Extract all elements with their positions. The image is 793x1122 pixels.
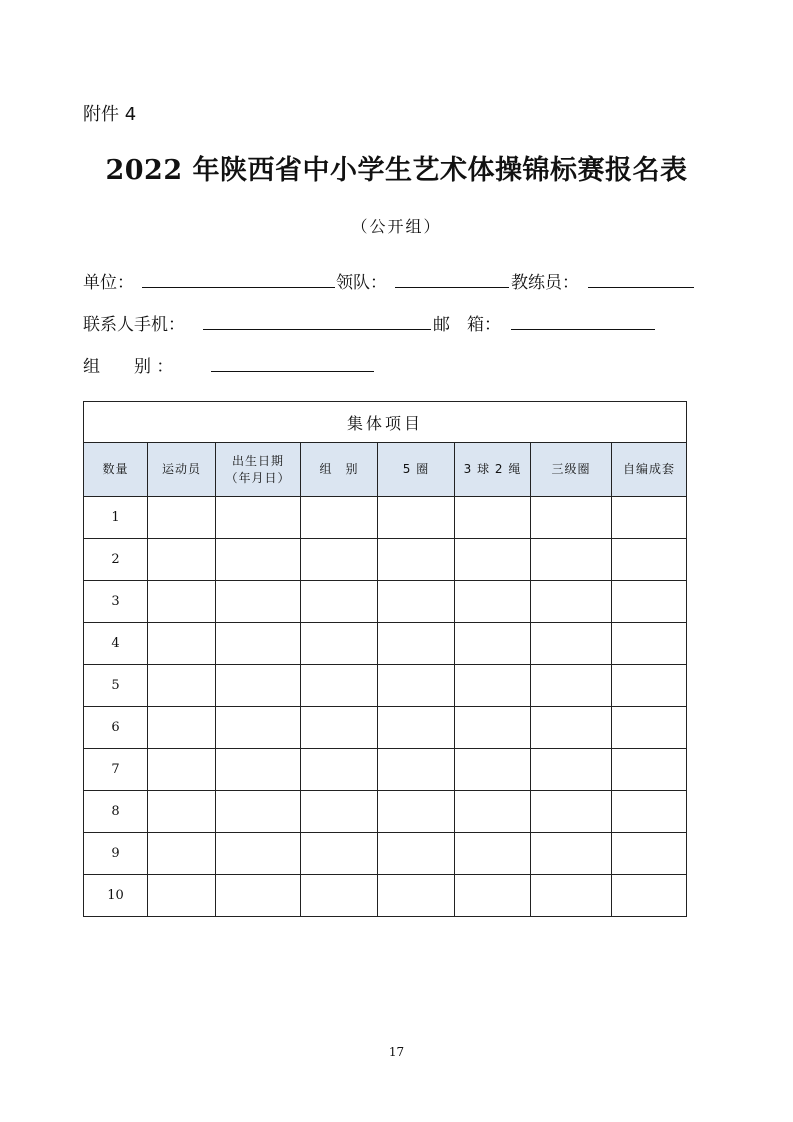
unit-label: 单位： [83, 273, 134, 293]
contact-phone-label: 联系人手机： [83, 315, 185, 335]
table-row [84, 707, 687, 749]
table-cell[interactable] [455, 875, 531, 917]
row-number: 9 [84, 833, 148, 875]
column-header: 运动员 [148, 443, 216, 497]
table-cell[interactable] [216, 497, 301, 539]
table-cell[interactable] [378, 497, 455, 539]
row-number: 10 [84, 875, 148, 917]
leader-label: 领队： [336, 273, 387, 293]
group-label: 组 别 ： [83, 357, 174, 377]
row-number: 7 [84, 749, 148, 791]
table-cell[interactable] [378, 581, 455, 623]
table-cell[interactable] [531, 707, 612, 749]
table-cell[interactable] [612, 875, 687, 917]
table-cell[interactable] [216, 665, 301, 707]
email-label: 邮 箱： [433, 315, 501, 335]
column-header: 出生日期 （年月日） [216, 443, 301, 497]
column-header: 三级圈 [531, 443, 612, 497]
table-cell[interactable] [301, 833, 378, 875]
table-cell[interactable] [301, 875, 378, 917]
table-row [84, 539, 687, 581]
table-cell[interactable] [531, 665, 612, 707]
table-cell[interactable] [148, 665, 216, 707]
table-cell[interactable] [148, 791, 216, 833]
page-number: 17 [388, 1045, 405, 1059]
table-cell[interactable] [148, 875, 216, 917]
table-row [84, 581, 687, 623]
coach-label: 教练员： [511, 273, 579, 293]
table-cell[interactable] [531, 791, 612, 833]
info-line-2 [83, 310, 695, 334]
table-cell[interactable] [148, 581, 216, 623]
info-line-1 [83, 268, 695, 292]
leader-field[interactable] [395, 287, 509, 288]
table-cell[interactable] [301, 539, 378, 581]
table-cell[interactable] [148, 623, 216, 665]
page-subtitle: （公开组） [351, 217, 442, 236]
table-cell[interactable] [301, 749, 378, 791]
table-cell[interactable] [301, 791, 378, 833]
row-number: 5 [84, 665, 148, 707]
column-header: 数量 [84, 443, 148, 497]
table-cell[interactable] [531, 833, 612, 875]
table-cell[interactable] [455, 791, 531, 833]
contact-phone-field[interactable] [203, 329, 431, 330]
table-cell[interactable] [378, 707, 455, 749]
table-row [84, 833, 687, 875]
table-cell[interactable] [301, 581, 378, 623]
table-cell[interactable] [531, 875, 612, 917]
table-cell[interactable] [378, 791, 455, 833]
row-number: 2 [84, 539, 148, 581]
group-title: 集体项目 [84, 402, 687, 443]
page-title: 2022 年陕西省中小学生艺术体操锦标赛报名表 [105, 155, 688, 186]
table-cell[interactable] [612, 623, 687, 665]
table-cell[interactable] [216, 749, 301, 791]
table-cell[interactable] [216, 875, 301, 917]
table-row [84, 497, 687, 539]
table-cell[interactable] [216, 707, 301, 749]
table-cell[interactable] [148, 833, 216, 875]
table-cell[interactable] [455, 749, 531, 791]
table-cell[interactable] [455, 539, 531, 581]
table-cell[interactable] [378, 749, 455, 791]
table-cell[interactable] [531, 749, 612, 791]
table-cell[interactable] [612, 791, 687, 833]
table-cell[interactable] [455, 665, 531, 707]
table-row [84, 623, 687, 665]
email-field[interactable] [511, 329, 655, 330]
table-cell[interactable] [301, 665, 378, 707]
table-cell[interactable] [612, 665, 687, 707]
table-cell[interactable] [216, 623, 301, 665]
row-number: 4 [84, 623, 148, 665]
table-cell[interactable] [455, 581, 531, 623]
group-field[interactable] [211, 371, 374, 372]
table-cell[interactable] [301, 707, 378, 749]
attachment-label: 附件 4 [83, 104, 137, 125]
table-cell[interactable] [612, 707, 687, 749]
table-body [84, 497, 687, 917]
table-cell[interactable] [531, 581, 612, 623]
coach-field[interactable] [588, 287, 694, 288]
info-line-3 [83, 352, 383, 376]
table-cell[interactable] [216, 791, 301, 833]
table-cell[interactable] [378, 539, 455, 581]
column-header-row [84, 443, 687, 497]
table-cell[interactable] [455, 497, 531, 539]
table-cell[interactable] [216, 581, 301, 623]
table-cell[interactable] [612, 581, 687, 623]
row-number: 1 [84, 497, 148, 539]
table-cell[interactable] [455, 623, 531, 665]
column-header: 3 球 2 绳 [455, 443, 531, 497]
table-row [84, 749, 687, 791]
table-cell[interactable] [378, 875, 455, 917]
row-number: 6 [84, 707, 148, 749]
table-cell[interactable] [148, 749, 216, 791]
table-cell[interactable] [455, 707, 531, 749]
table-cell[interactable] [216, 539, 301, 581]
table-row [84, 875, 687, 917]
column-header: 5 圈 [378, 443, 455, 497]
table-cell[interactable] [301, 497, 378, 539]
table-cell[interactable] [378, 833, 455, 875]
table-cell[interactable] [531, 539, 612, 581]
unit-field[interactable] [142, 287, 335, 288]
row-number: 8 [84, 791, 148, 833]
table-cell[interactable] [148, 497, 216, 539]
table-cell[interactable] [148, 539, 216, 581]
table-cell[interactable] [148, 707, 216, 749]
table-cell[interactable] [216, 833, 301, 875]
registration-table [83, 401, 687, 917]
table-cell[interactable] [378, 665, 455, 707]
table-cell[interactable] [612, 833, 687, 875]
row-number: 3 [84, 581, 148, 623]
column-header: 组 别 [301, 443, 378, 497]
table-cell[interactable] [531, 497, 612, 539]
table-cell[interactable] [612, 749, 687, 791]
table-cell[interactable] [612, 497, 687, 539]
table-cell[interactable] [455, 833, 531, 875]
table-row [84, 665, 687, 707]
table-row [84, 791, 687, 833]
column-header: 自编成套 [612, 443, 687, 497]
table-cell[interactable] [531, 623, 612, 665]
table-cell[interactable] [378, 623, 455, 665]
table-cell[interactable] [612, 539, 687, 581]
table-cell[interactable] [301, 623, 378, 665]
